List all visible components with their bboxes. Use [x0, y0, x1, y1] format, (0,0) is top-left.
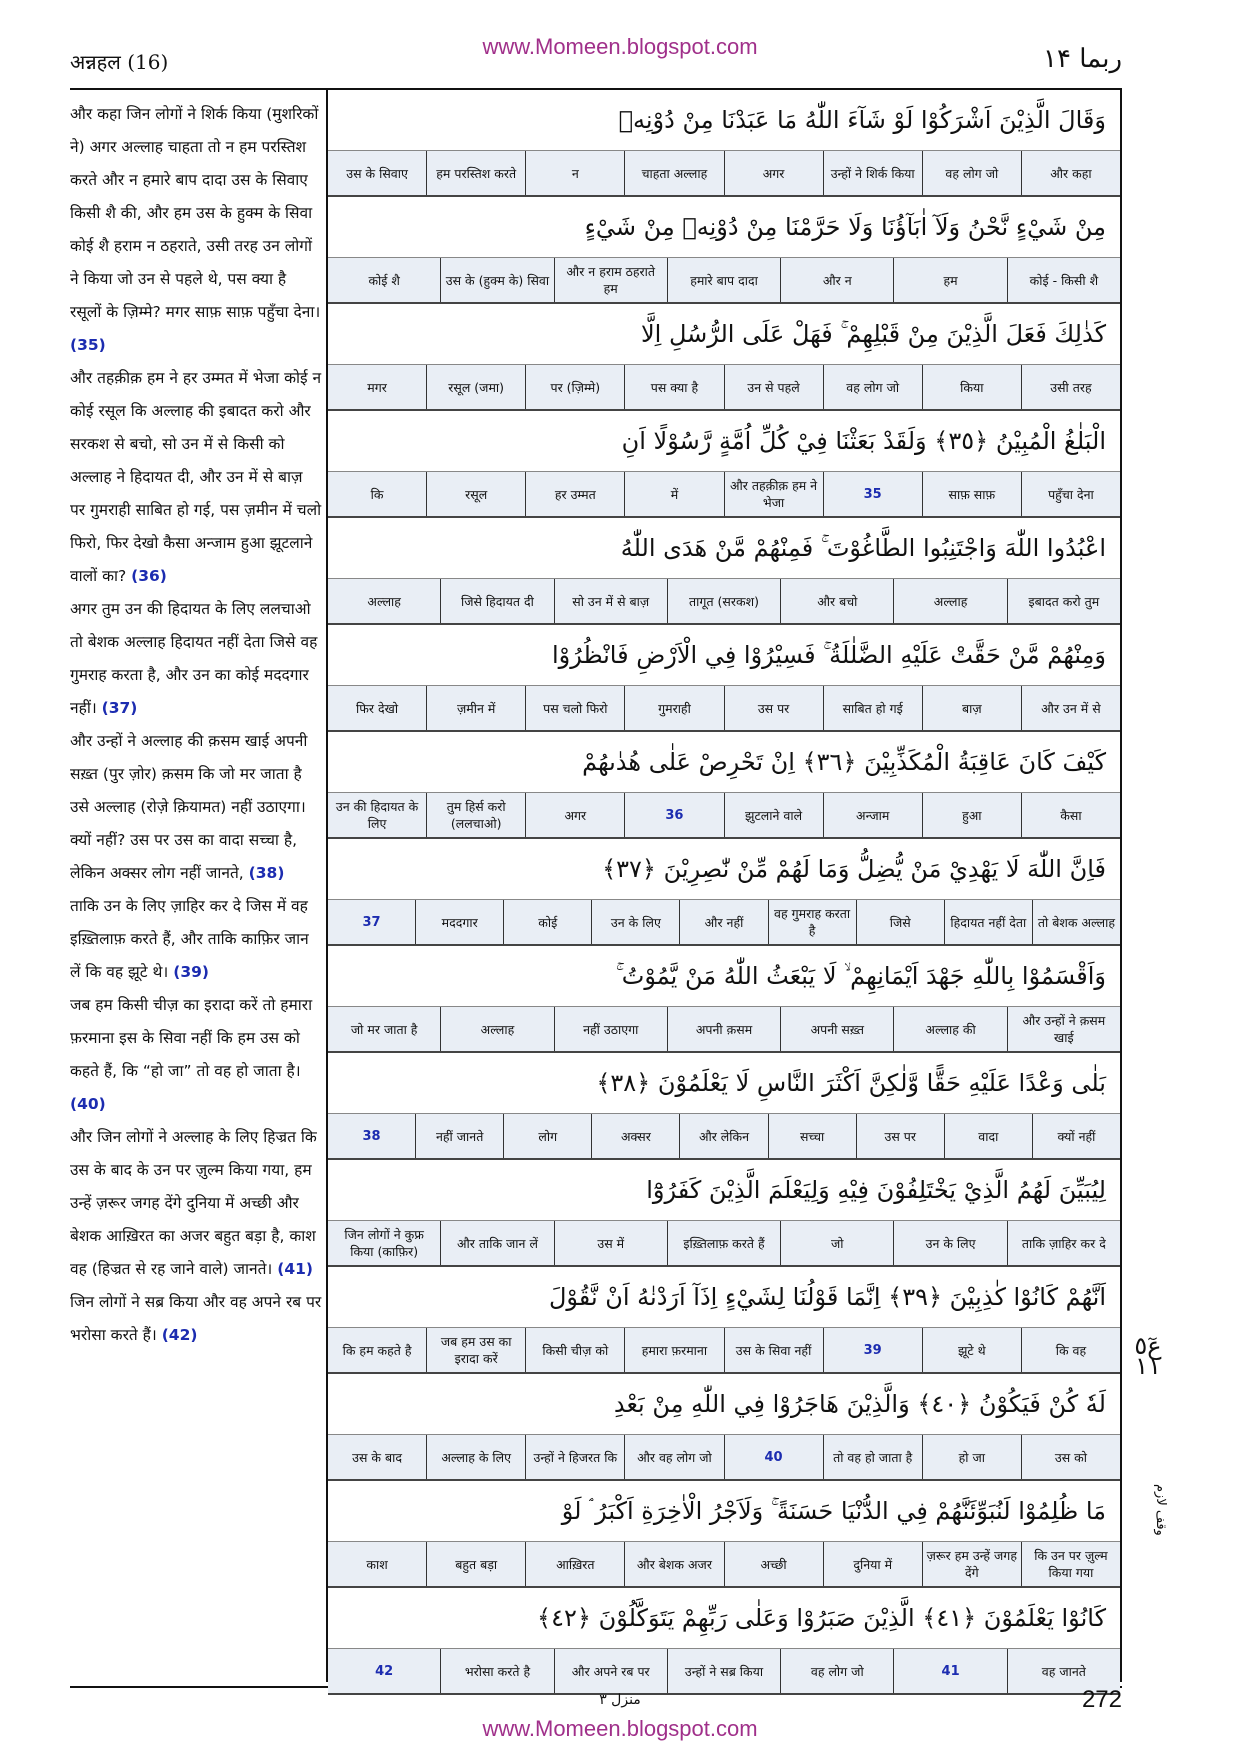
word-meaning-cell: जो [780, 1221, 893, 1265]
word-meaning-cell: वह गुमराह करता है [768, 900, 856, 944]
translation-text: अगर तुम उन की हिदायत के लिए ललचाओ तो बेशक अल्लाह हिदायत नहीं देता जिसे वह गुमराह करता है, और उन का कोई मददगार नहीं। [70, 600, 318, 717]
verse-number-cell: 42 [375, 1663, 394, 1679]
word-meaning-cell: अगर [525, 793, 624, 837]
verse-number: (36) [131, 567, 167, 585]
word-meaning-cell: ज़मीन में [426, 686, 525, 730]
word-meaning-cell: किया [922, 365, 1021, 409]
word-meaning-cell: उस पर [856, 1114, 944, 1158]
verse-number: (38) [248, 864, 285, 882]
verse-number: (39) [173, 963, 209, 981]
verse-number: (35) [70, 336, 106, 354]
word-translation-row [328, 472, 1120, 518]
word-meaning-cell: और अपने रब पर [554, 1649, 667, 1693]
word-meaning-cell: और नहीं [679, 900, 767, 944]
translation-text: और कहा जिन लोगों ने शिर्क किया (मुशरिकों ने) अगर अल्लाह चाहता तो न हम परस्तिश करते और न हमारे बाप दादा उस के सिवाए किसी शै की, और हम उस के हुक्म के सिवा कोई शै हराम न ठहराते, उसी तरह उन लोगों ने किया जो उन से पहले थे, पस क्या है रसूलों के ज़िम्मे? मगर साफ़ साफ़ पहुँचा देना। [70, 105, 321, 321]
word-meaning-cell: लोग [503, 1114, 591, 1158]
word-meaning-cell: और बेशक अजर [624, 1542, 723, 1586]
word-translation-row [328, 1435, 1120, 1481]
hindi-translation-column [70, 92, 322, 1680]
verse-number: (37) [101, 699, 138, 717]
word-meaning-cell: चाहता अल्लाह [624, 151, 723, 195]
word-meaning-cell: हुआ [922, 793, 1021, 837]
word-meaning-cell: वह लोग जो [780, 1649, 893, 1693]
word-meaning-cell: उन से पहले [724, 365, 823, 409]
word-meaning-cell: पर (ज़िम्मे) [525, 365, 624, 409]
word-meaning-cell: अगर [724, 151, 823, 195]
word-meaning-cell: रसूल (जमा) [426, 365, 525, 409]
word-meaning-cell: मददगार [415, 900, 503, 944]
word-meaning-cell: और तहक़ीक़ हम ने भेजा [724, 472, 823, 516]
word-meaning-cell: हर उम्मत [525, 472, 624, 516]
word-meaning-cell: नहीं जानते [415, 1114, 503, 1158]
word-meaning-cell: और लेकिन [679, 1114, 767, 1158]
verse-number: (40) [70, 1095, 106, 1113]
word-meaning-cell: और कहा [1021, 151, 1120, 195]
word-meaning-cell: वह लोग जो [823, 365, 922, 409]
word-meaning-cell: अपनी क़सम [667, 1007, 780, 1051]
arabic-verse-line: كَذٰلِكَ فَعَلَ الَّذِيْنَ مِنْ قَبْلِهِمْ ۚ فَهَلْ عَلَى الرُّسُلِ اِلَّا [328, 304, 1120, 365]
arabic-verse-line: اَنَّهُمْ كَانُوْا كٰذِبِيْنَ ﴿٣٩﴾ اِنَّمَا قَوْلُنَا لِشَيْءٍ اِذَآ اَرَدْنٰهُ اَنْ نَّقُوْلَ [328, 1267, 1120, 1328]
word-meaning-cell: कोई - किसी शै [1007, 258, 1120, 302]
word-meaning-cell: अन्जाम [823, 793, 922, 837]
word-meaning-cell: भरोसा करते है [440, 1649, 553, 1693]
translation-text: जब हम किसी चीज़ का इरादा करें तो हमारा फ़रमाना इस के सिवा नहीं कि हम उस को कहते हैं, कि “हो जा” तो वह हो जाता है। [70, 996, 313, 1080]
word-meaning-cell: उन्हों ने शिर्क किया [823, 151, 922, 195]
word-meaning-cell: हम परस्तिश करते [426, 151, 525, 195]
word-meaning-cell: और उन में से [1021, 686, 1120, 730]
word-translation-row [328, 1221, 1120, 1267]
word-meaning-cell: जब हम उस का इरादा करें [426, 1328, 525, 1372]
word-meaning-cell: उन्हों ने हिजरत कि [525, 1435, 624, 1479]
word-meaning-cell: हिदायत नहीं देता [944, 900, 1032, 944]
word-by-word-grid [326, 90, 1122, 1682]
word-meaning-cell: ताकि ज़ाहिर कर दे [1007, 1221, 1120, 1265]
word-meaning-cell: में [624, 472, 723, 516]
verse-number-cell: 35 [823, 472, 922, 516]
word-meaning-cell: तागूत (सरकश) [667, 579, 780, 623]
arabic-verse-line: لَهٗ كُنْ فَيَكُوْنُ ﴿٤٠﴾ وَالَّذِيْنَ هَاجَرُوْا فِي اللّٰهِ مِنْ بَعْدِ [328, 1374, 1120, 1435]
word-meaning-cell: और वह लोग जो [624, 1435, 723, 1479]
word-meaning-cell: कोई [503, 900, 591, 944]
word-translation-row [328, 258, 1120, 304]
word-meaning-cell: और उन्हों ने क़सम खाई [1007, 1007, 1120, 1051]
word-meaning-cell: उस पर [724, 686, 823, 730]
verse-number-cell: 37 [362, 914, 381, 930]
word-meaning-cell: पहुँचा देना [1021, 472, 1120, 516]
word-translation-row [328, 1114, 1120, 1160]
arabic-verse-line: وَقَالَ الَّذِيْنَ اَشْرَكُوْا لَوْ شَآءَ اللّٰهُ مَا عَبَدْنَا مِنْ دُوْنِهٖ [328, 90, 1120, 151]
arabic-verse-line: كَانُوْا يَعْلَمُوْنَ ﴿٤١﴾ الَّذِيْنَ صَبَرُوْا وَعَلٰى رَبِّهِمْ يَتَوَكَّلُوْنَ ﴿٤٢﴾ [328, 1588, 1120, 1649]
word-meaning-cell: वह जानते [1007, 1649, 1120, 1693]
hindi-translation-text [70, 92, 322, 1352]
surah-label: अन्नहल (16) [70, 50, 169, 74]
word-meaning-cell: और न हराम ठहराते हम [554, 258, 667, 302]
word-translation-row [328, 1007, 1120, 1053]
word-meaning-cell: अपनी सख़्त [780, 1007, 893, 1051]
word-meaning-cell: इख़्तिलाफ़ करते हैं [667, 1221, 780, 1265]
word-meaning-cell: ज़रूर हम उन्हें जगह देंगे [922, 1542, 1021, 1586]
word-meaning-cell: उन की हिदायत के लिए [335, 799, 419, 831]
word-meaning-cell: झूटे थे [922, 1328, 1021, 1372]
word-meaning-cell: अल्लाह [367, 593, 401, 609]
page-number: 272 [1081, 1686, 1122, 1713]
word-meaning-cell: और ताकि जान लें [440, 1221, 553, 1265]
word-meaning-cell: जिन लोगों ने कुफ्र किया (काफ़िर) [344, 1227, 424, 1259]
word-meaning-cell: तुम हिर्स करो (ललचाओ) [426, 793, 525, 837]
word-meaning-cell: मगर [367, 379, 387, 395]
word-translation-row [328, 1328, 1120, 1374]
verse-number-cell: 41 [893, 1649, 1006, 1693]
word-meaning-cell: उन्हों ने सब्र किया [667, 1649, 780, 1693]
verse-number: (42) [161, 1326, 198, 1344]
word-meaning-cell: अच्छी [724, 1542, 823, 1586]
word-meaning-cell: वह लोग जो [922, 151, 1021, 195]
word-meaning-cell: उस के सिवाए [346, 165, 408, 181]
word-meaning-cell: अल्लाह के लिए [426, 1435, 525, 1479]
word-meaning-cell: अल्लाह [893, 579, 1006, 623]
arabic-verse-line: الْبَلٰغُ الْمُبِيْنُ ﴿٣٥﴾ وَلَقَدْ بَعَثْنَا فِيْ كُلِّ اُمَّةٍ رَّسُوْلًا اَنِ [328, 411, 1120, 472]
word-meaning-cell: उन के लिए [591, 900, 679, 944]
arabic-verse-line: مِنْ شَيْءٍ نَّحْنُ وَلَآ اٰبَآؤُنَا وَلَا حَرَّمْنَا مِنْ دُوْنِهٖ مِنْ شَيْءٍ [328, 197, 1120, 258]
word-meaning-cell: कि [370, 486, 384, 502]
footer-url[interactable]: www.Momeen.blogspot.com [482, 1716, 758, 1741]
word-meaning-cell: झुटलाने वाले [724, 793, 823, 837]
arabic-verse-line: اعْبُدُوا اللّٰهَ وَاجْتَنِبُوا الطَّاغُوْتَ ۚ فَمِنْهُمْ مَّنْ هَدَى اللّٰهُ [328, 518, 1120, 579]
waqf-mark: وقف لازم [1153, 1484, 1168, 1536]
arabic-verse-line: كَيْفَ كَانَ عَاقِبَةُ الْمُكَذِّبِيْنَ ﴿٣٦﴾ اِنْ تَحْرِصْ عَلٰى هُدٰىهُمْ [328, 732, 1120, 793]
arabic-verse-line: وَاَقْسَمُوْا بِاللّٰهِ جَهْدَ اَيْمَانِهِمْ ۙ لَا يَبْعَثُ اللّٰهُ مَنْ يَّمُوْتُ ۚ [328, 946, 1120, 1007]
word-meaning-cell: कि हम कहते है [342, 1342, 412, 1358]
juz-label: ربما ۱۴ [1043, 44, 1122, 74]
word-translation-row [328, 686, 1120, 732]
word-meaning-cell: उसी तरह [1021, 365, 1120, 409]
word-translation-row [328, 793, 1120, 839]
arabic-verse-line: فَاِنَّ اللّٰهَ لَا يَهْدِيْ مَنْ يُّضِلُّ وَمَا لَهُمْ مِّنْ نّٰصِرِيْنَ ﴿٣٧﴾ [328, 839, 1120, 900]
word-meaning-cell: सो उन में से बाज़ [554, 579, 667, 623]
word-meaning-cell: गुमराही [624, 686, 723, 730]
manzil-label: منزل ٣ [599, 1692, 641, 1708]
word-meaning-cell: कैसा [1021, 793, 1120, 837]
word-meaning-cell: बाज़ [922, 686, 1021, 730]
word-meaning-cell: साबित हो गई [823, 686, 922, 730]
word-meaning-cell: इबादत करो तुम [1007, 579, 1120, 623]
word-meaning-cell: फिर देखो [356, 700, 399, 716]
word-meaning-cell: कोई शै [368, 272, 400, 288]
word-meaning-cell: हो जा [922, 1435, 1021, 1479]
translation-text: और जिन लोगों ने अल्लाह के लिए हिज्रत कि उस के बाद के उन पर ज़ुल्म किया गया, हम उन्हें ज़रूर जगह देंगे दुनिया में अच्छी और बेशक आख़िरत का अजर बहुत बड़ा है, काश वह (हिज्रत से रह जाने वाले) जानते। [70, 1128, 317, 1278]
word-meaning-cell: अल्लाह [440, 1007, 553, 1051]
word-meaning-cell: काश [366, 1556, 388, 1572]
arabic-verse-line: لِيُبَيِّنَ لَهُمُ الَّذِيْ يَخْتَلِفُوْنَ فِيْهِ وَلِيَعْلَمَ الَّذِيْنَ كَفَرُوْٓا [328, 1160, 1120, 1221]
verse-number-cell: 40 [724, 1435, 823, 1479]
word-meaning-cell: उस को [1021, 1435, 1120, 1479]
word-meaning-cell: कि वह [1021, 1328, 1120, 1372]
word-meaning-cell: और न [780, 258, 893, 302]
word-meaning-cell: तो वह हो जाता है [823, 1435, 922, 1479]
translation-text: जिन लोगों ने सब्र किया और वह अपने रब पर भरोसा करते हैं। [70, 1293, 322, 1344]
word-meaning-cell: पस क्या है [624, 365, 723, 409]
verse-number: (41) [277, 1260, 313, 1278]
word-meaning-cell: और बचो [780, 579, 893, 623]
ruku-mark: عٓ٥ ١١ [1134, 1332, 1162, 1380]
word-meaning-cell: उस के बाद [352, 1449, 402, 1465]
word-meaning-cell: कि उन पर ज़ुल्म किया गया [1021, 1542, 1120, 1586]
word-meaning-cell: क्यों नहीं [1032, 1114, 1120, 1158]
arabic-verse-line: مَا ظُلِمُوْا لَنُبَوِّئَنَّهُمْ فِي الدُّنْيَا حَسَنَةً ۚ وَلَاَجْرُ الْاٰخِرَةِ اَكْبَرُ ۘ لَوْ [328, 1481, 1120, 1542]
word-meaning-cell: हमारे बाप दादा [667, 258, 780, 302]
word-meaning-cell: रसूल [426, 472, 525, 516]
word-meaning-cell: नहीं उठाएगा [554, 1007, 667, 1051]
arabic-verse-line: بَلٰى وَعْدًا عَلَيْهِ حَقًّا وَّلٰكِنَّ اَكْثَرَ النَّاسِ لَا يَعْلَمُوْنَ ﴿٣٨﴾ [328, 1053, 1120, 1114]
translation-text: और तहक़ीक़ हम ने हर उम्मत में भेजा कोई न कोई रसूल कि अल्लाह की इबादत करो और सरकश से बचो, सो उन में से किसी को अल्लाह ने हिदायत दी, और उन में से बाज़ पर गुमराही साबित हो गई, पस ज़मीन में चलो फिरो, फिर देखो कैसा अन्जाम हुआ झूटलाने वालों का? [70, 369, 322, 585]
word-meaning-cell: आख़िरत [525, 1542, 624, 1586]
word-translation-row [328, 151, 1120, 197]
word-meaning-cell: जिसे हिदायत दी [440, 579, 553, 623]
word-meaning-cell: उस में [554, 1221, 667, 1265]
word-meaning-cell: हमारा फ़रमाना [624, 1328, 723, 1372]
word-meaning-cell: उन के लिए [893, 1221, 1006, 1265]
word-meaning-cell: अल्लाह की [893, 1007, 1006, 1051]
word-meaning-cell: वादा [944, 1114, 1032, 1158]
arabic-verse-line: وَمِنْهُمْ مَّنْ حَقَّتْ عَلَيْهِ الضَّلٰلَةُ ۚ فَسِيْرُوْا فِي الْاَرْضِ فَانْظُرُوْا [328, 625, 1120, 686]
word-meaning-cell: बहुत बड़ा [426, 1542, 525, 1586]
verse-number-cell: 39 [823, 1328, 922, 1372]
word-meaning-cell: हम [893, 258, 1006, 302]
translation-text: और उन्हों ने अल्लाह की क़सम खाई अपनी सख़्त (पुर ज़ोर) क़सम कि जो मर जाता है उसे अल्लाह (रोज़े क़ियामत) नहीं उठाएगा। क्यों नहीं? उस पर उस का वादा सच्चा है, लेकिन अक्सर लोग नहीं जानते, [70, 732, 308, 882]
verse-number-cell: 38 [362, 1128, 381, 1144]
word-meaning-cell: जिसे [856, 900, 944, 944]
word-translation-row [328, 579, 1120, 625]
header-url[interactable]: www.Momeen.blogspot.com [482, 34, 758, 59]
word-meaning-cell: पस चलो फिरो [525, 686, 624, 730]
word-meaning-cell: तो बेशक अल्लाह [1032, 900, 1120, 944]
word-meaning-cell: जो मर जाता है [350, 1021, 418, 1037]
word-meaning-cell: किसी चीज़ को [525, 1328, 624, 1372]
word-meaning-cell: उस के सिवा नहीं [724, 1328, 823, 1372]
verse-number-cell: 36 [624, 793, 723, 837]
translation-text: ताकि उन के लिए ज़ाहिर कर दे जिस में वह इख़्तिलाफ़ करते हैं, और ताकि काफ़िर जान लें कि वह झूटे थे। [70, 897, 309, 981]
word-translation-row [328, 1649, 1120, 1695]
word-meaning-cell: दुनिया में [823, 1542, 922, 1586]
word-translation-row [328, 1542, 1120, 1588]
word-meaning-cell: उस के (हुक्म के) सिवा [440, 258, 553, 302]
word-meaning-cell: साफ़ साफ़ [922, 472, 1021, 516]
word-meaning-cell: न [525, 151, 624, 195]
word-meaning-cell: अक्सर [591, 1114, 679, 1158]
word-meaning-cell: सच्चा [768, 1114, 856, 1158]
word-translation-row [328, 365, 1120, 411]
word-translation-row [328, 900, 1120, 946]
